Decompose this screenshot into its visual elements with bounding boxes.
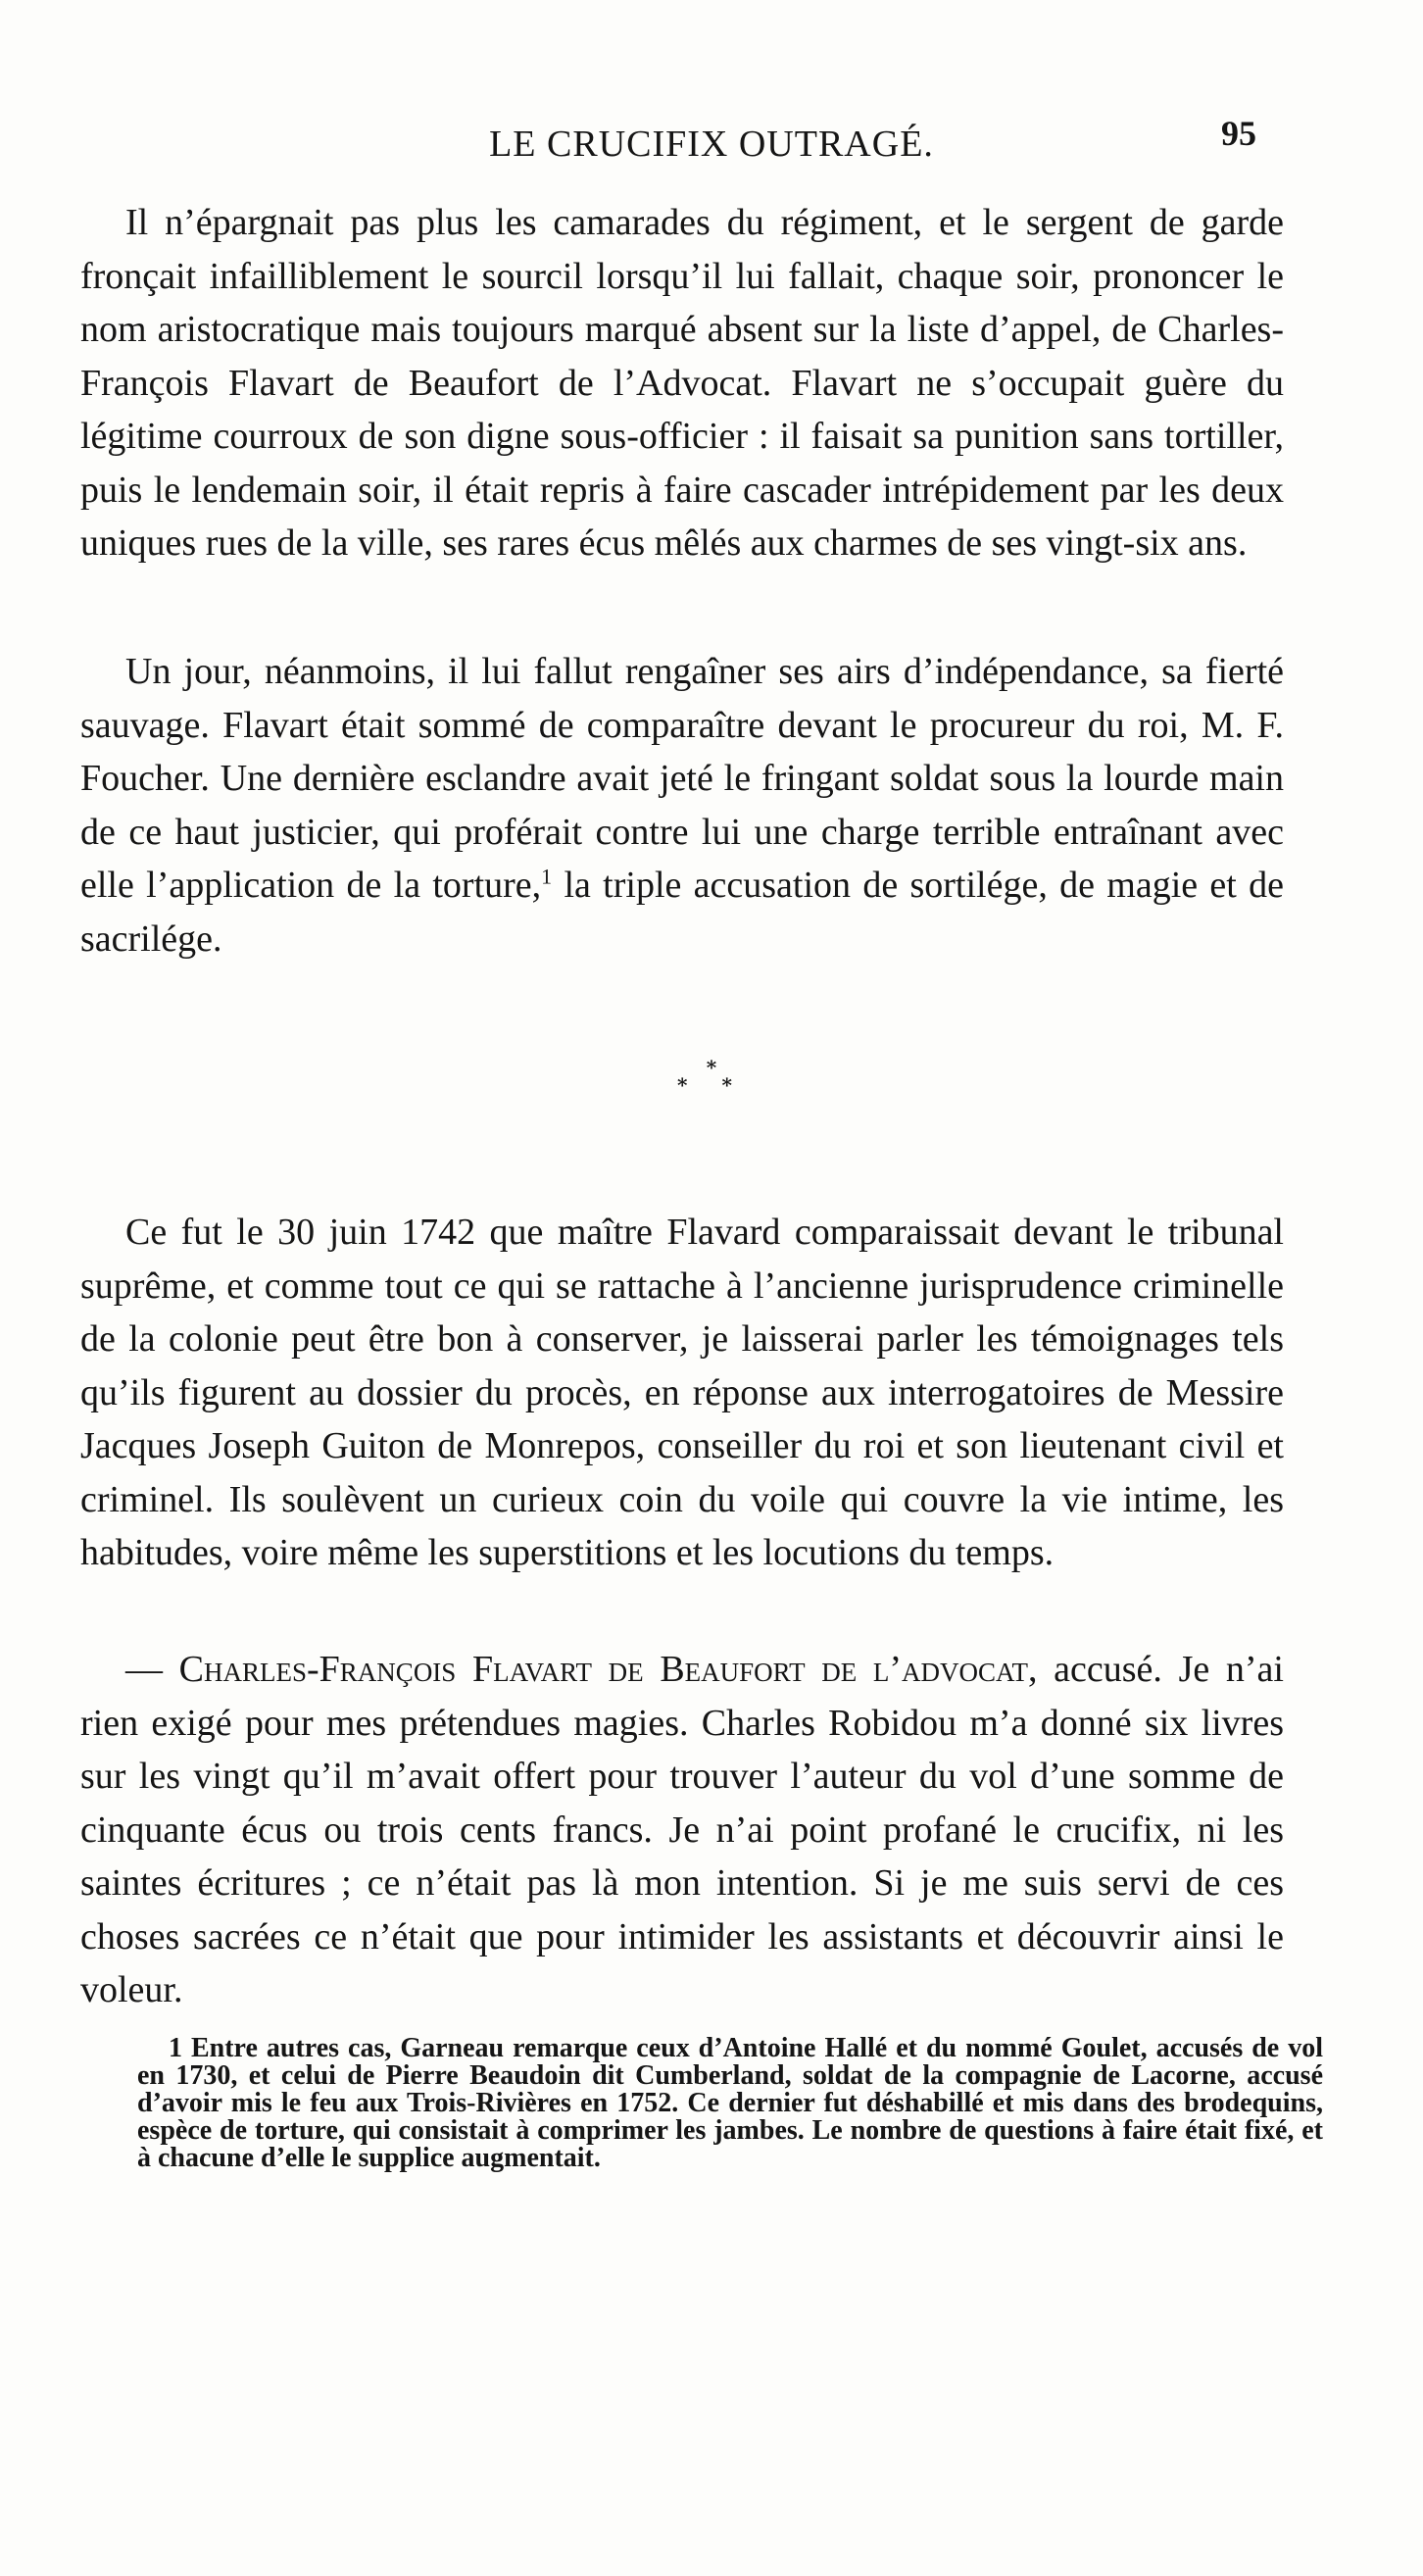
footnote xyxy=(137,2035,1323,2172)
testimony-text: accusé. Je n’ai rien exigé pour mes prétendues magies. Charles Robidou m’a donné six livres sur les vingt qu’il m’avait offert pour trouver l’auteur du vol d’une somme de cinquante écus ou trois cents francs. Je n’ai point profané le crucifix, ni les saintes écritures ; ce n’était pas là mon intention. Si je me suis servi de ces choses sacrées ce n’était que pour intimider les assistants et découvrir ainsi le voleur. xyxy=(80,1649,1284,2010)
paragraph-2-text-a: Un jour, néanmoins, il lui fallut rengaîner ses airs d’indépendance, sa fierté sauvage. Flavart était sommé de comparaître devant le procureur du roi, M. F. Foucher. Une dernière esclandre avait jeté le fringant soldat sous la lourde main de ce haut justicier, qui proférait contre lui une charge terrible entraînant avec elle l’application de la torture, xyxy=(80,651,1284,906)
footnote-number: 1 xyxy=(169,2033,182,2063)
paragraph-3 xyxy=(80,1206,1284,1580)
footnote-reference: 1 xyxy=(541,864,553,889)
page-number: 95 xyxy=(1221,114,1256,153)
paragraph-1-text: Il n’épargnait pas plus les camarades du régiment, et le sergent de garde fronçait infailliblement le sourcil lorsqu’il lui fallait, chaque soir, prononcer le nom aristocratique mais toujours marqué absent sur la liste d’appel, de Charles-François Flavart de Beaufort de l’Advocat. Flavart ne s’occupait guère du légitime courroux de son digne sous-officier : il faisait sa punition sans tortiller, puis le lendemain soir, il était repris à faire cascader intrépidement par les deux uniques rues de la ville, ses rares écus mêlés aux charmes de ses vingt-six ans. xyxy=(80,202,1284,564)
separator-stars-bottom: * * xyxy=(677,1073,746,1097)
page-header xyxy=(0,113,1423,172)
running-title: LE CRUCIFIX OUTRAGÉ. xyxy=(489,124,934,165)
section-separator xyxy=(0,1056,1423,1117)
paragraph-4 xyxy=(80,1643,1284,2017)
speaker-name: — Charles-François Flavart de Beaufort de l’advocat, xyxy=(125,1649,1038,1690)
paragraph-2 xyxy=(80,645,1284,966)
separator-star-top: * xyxy=(706,1056,717,1079)
paragraph-2-text-b: la triple accusation de sortilége, de magie et de sacrilége. xyxy=(80,865,1285,960)
footnote-text: Entre autres cas, Garneau remarque ceux d’Antoine Hallé et du nommé Goulet, accusés de vol en 1730, et celui de Pierre Beaudoin dit Cumberland, soldat de la compagnie de Lacorne, accusé d’avoir mis le feu aux Trois-Rivières en 1752. Ce dernier fut déshabillé et mis dans des brodequins, espèce de torture, qui consistait à comprimer les jambes. Le nombre de questions à faire était fixé, et à chacune d’elle le supplice augmentait. xyxy=(137,2033,1323,2173)
paragraph-1 xyxy=(80,196,1284,570)
paragraph-3-text: Ce fut le 30 juin 1742 que maître Flavard comparaissait devant le tribunal suprême, et comme tout ce qui se rattache à l’ancienne jurisprudence criminelle de la colonie peut être bon à conserver, je laisserai parler les témoignages tels qu’ils figurent au dossier du procès, en réponse aux interrogatoires de Messire Jacques Joseph Guiton de Monrepos, conseiller du roi et son lieutenant civil et criminel. Ils soulèvent un curieux coin du voile qui couvre la vie intime, les habitudes, voire même les superstitions et les locutions du temps. xyxy=(80,1212,1284,1573)
